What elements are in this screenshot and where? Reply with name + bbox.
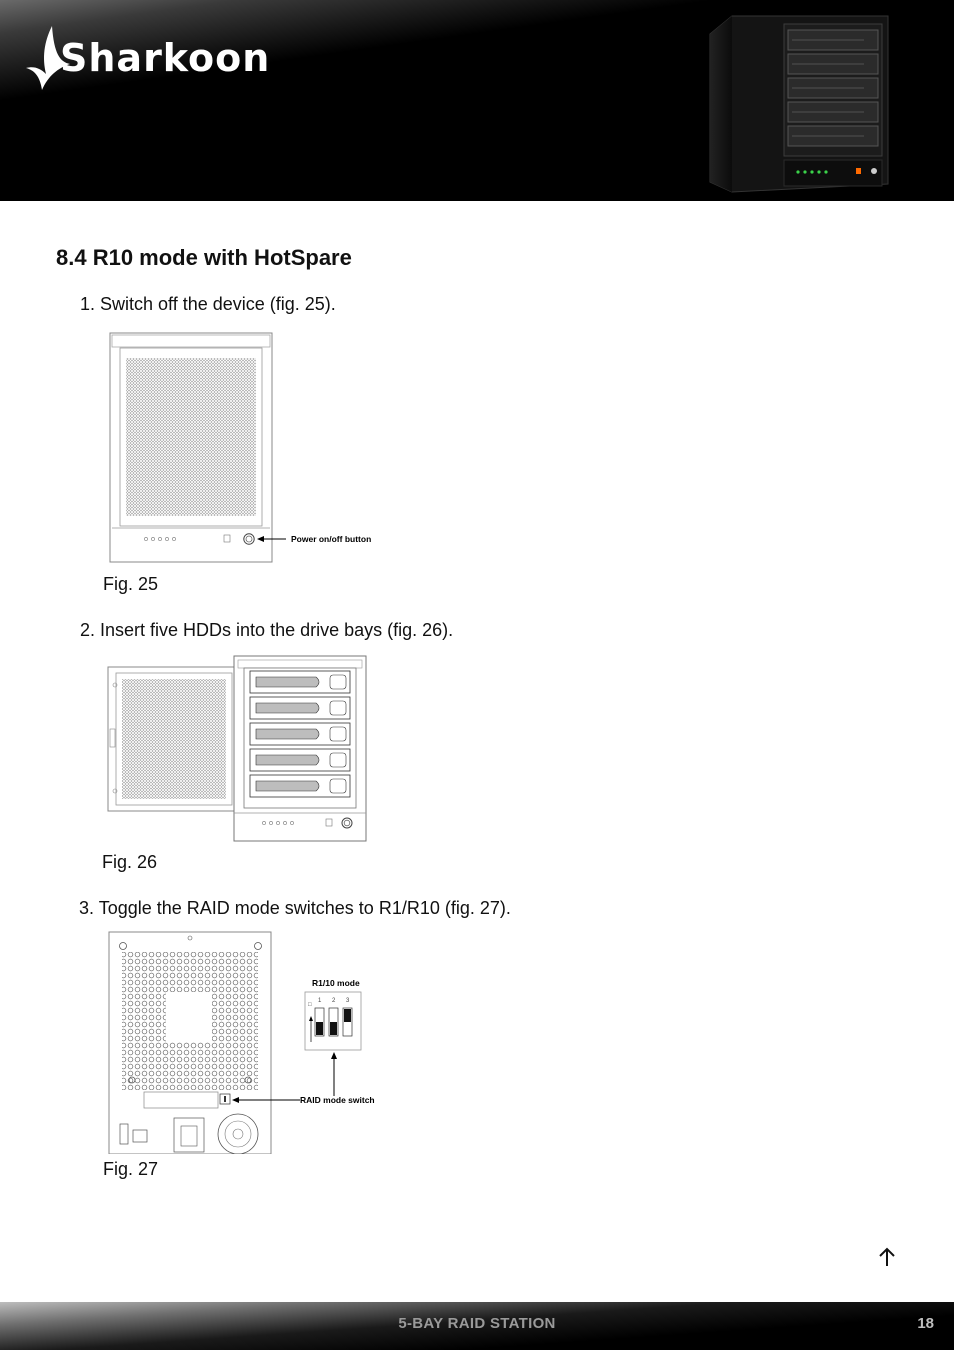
figure-26-drive-bays xyxy=(106,655,370,843)
brand-logo-text: Sharkoon xyxy=(60,36,271,80)
figure-27-label: Fig. 27 xyxy=(103,1159,159,1179)
footer-title: 5-BAY RAID STATION xyxy=(398,1315,556,1332)
power-button-callout: Power on/off button xyxy=(291,534,372,544)
figure-25-label: Fig. 25 xyxy=(103,574,159,594)
page-number: 18 xyxy=(917,1315,934,1332)
figure-25-front-view xyxy=(108,332,378,564)
dip-switches xyxy=(315,1008,352,1036)
step-3: 3. Toggle the RAID mode switches to R1/R10 (fig. 27). xyxy=(79,898,511,918)
svg-text:□: □ xyxy=(308,1002,312,1008)
figure-26-label: Fig. 26 xyxy=(102,852,158,872)
switch-mode-title: R1/10 mode xyxy=(312,978,360,988)
section-title: 8.4 R10 mode with HotSpare xyxy=(56,245,352,270)
drive-bay-group xyxy=(250,671,350,797)
step-1: 1. Switch off the device (fig. 25). xyxy=(80,294,336,314)
up-arrow-icon[interactable] xyxy=(876,1246,898,1270)
svg-text:1: 1 xyxy=(318,998,322,1004)
step-2: 2. Insert five HDDs into the drive bays (fig. 26). xyxy=(80,620,454,640)
raid-switch-callout: RAID mode switch xyxy=(300,1095,375,1105)
page-header xyxy=(0,0,954,201)
svg-text:2: 2 xyxy=(332,998,336,1004)
figure-27-rear-view xyxy=(106,930,378,1154)
raid-station-photo xyxy=(706,12,892,194)
svg-text:3: 3 xyxy=(346,998,350,1004)
